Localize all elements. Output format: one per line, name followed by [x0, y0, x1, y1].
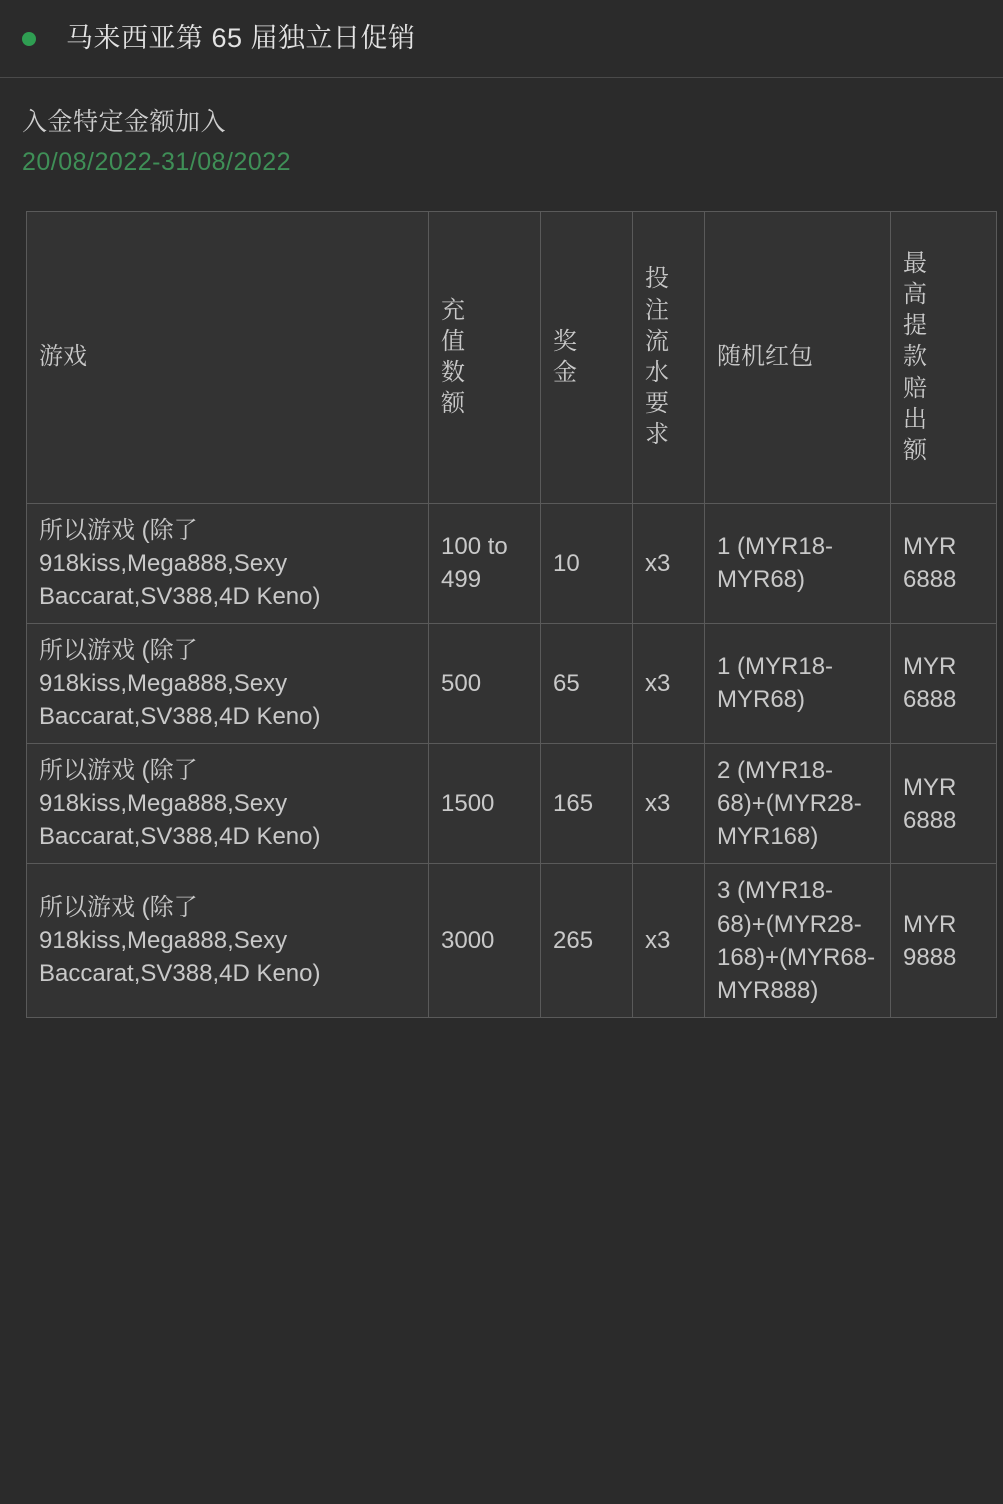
cell-amount: 500 — [429, 623, 541, 743]
column-header-angpao-label: 随机红包 — [717, 343, 813, 371]
cell-turnover: x3 — [633, 744, 705, 864]
table-row — [27, 503, 997, 623]
column-header-bonus-label: 奖金 — [553, 327, 577, 386]
cell-game: 所以游戏 (除了 918kiss,Mega888,Sexy Baccarat,SV388,4D Keno) — [27, 744, 429, 864]
cell-bonus: 10 — [541, 503, 633, 623]
table-row — [27, 744, 997, 864]
cell-bonus: 265 — [541, 864, 633, 1017]
cell-max-withdraw: MYR 6888 — [891, 503, 997, 623]
cell-game: 所以游戏 (除了 918kiss,Mega888,Sexy Baccarat,SV388,4D Keno) — [27, 503, 429, 623]
page-header — [0, 0, 1003, 78]
column-header-bonus — [541, 211, 633, 503]
cell-bonus: 65 — [541, 623, 633, 743]
column-header-max-withdraw — [891, 211, 997, 503]
cell-angpao: 2 (MYR18-68)+(MYR28-MYR168) — [705, 744, 891, 864]
cell-max-withdraw: MYR 6888 — [891, 623, 997, 743]
table-header-row — [27, 211, 997, 503]
cell-max-withdraw: MYR 9888 — [891, 864, 997, 1017]
column-header-amount-label: 充值数额 — [441, 296, 465, 418]
column-header-angpao — [705, 211, 891, 503]
cell-turnover: x3 — [633, 864, 705, 1017]
promo-table — [26, 211, 997, 1018]
cell-amount: 100 to 499 — [429, 503, 541, 623]
promo-table-head — [27, 211, 997, 503]
intro-condition-text: 入金特定金额加入 — [22, 108, 227, 136]
cell-amount: 1500 — [429, 744, 541, 864]
promo-table-body — [27, 503, 997, 1017]
cell-angpao: 1 (MYR18-MYR68) — [705, 623, 891, 743]
table-row — [27, 864, 997, 1017]
table-row — [27, 623, 997, 743]
column-header-amount — [429, 211, 541, 503]
cell-turnover: x3 — [633, 503, 705, 623]
column-header-max-withdraw-label: 最高提款赔出额 — [903, 249, 927, 464]
cell-turnover: x3 — [633, 623, 705, 743]
cell-angpao: 3 (MYR18-68)+(MYR28-168)+(MYR68-MYR888) — [705, 864, 891, 1017]
cell-bonus: 165 — [541, 744, 633, 864]
column-header-game-label: 游戏 — [39, 343, 87, 371]
column-header-game — [27, 211, 429, 503]
status-dot-icon — [22, 32, 36, 46]
column-header-turnover-label: 投注流水要求 — [645, 265, 669, 449]
page-title: 马来西亚第 65 届独立日促销 — [66, 23, 416, 54]
cell-angpao: 1 (MYR18-MYR68) — [705, 503, 891, 623]
cell-game: 所以游戏 (除了 918kiss,Mega888,Sexy Baccarat,SV388,4D Keno) — [27, 864, 429, 1017]
cell-amount: 3000 — [429, 864, 541, 1017]
intro-block — [0, 78, 1003, 181]
column-header-turnover — [633, 211, 705, 503]
cell-max-withdraw: MYR 6888 — [891, 744, 997, 864]
promo-date-range: 20/08/2022-31/08/2022 — [22, 148, 292, 177]
promo-table-container — [0, 181, 1003, 1018]
cell-game: 所以游戏 (除了 918kiss,Mega888,Sexy Baccarat,SV388,4D Keno) — [27, 623, 429, 743]
